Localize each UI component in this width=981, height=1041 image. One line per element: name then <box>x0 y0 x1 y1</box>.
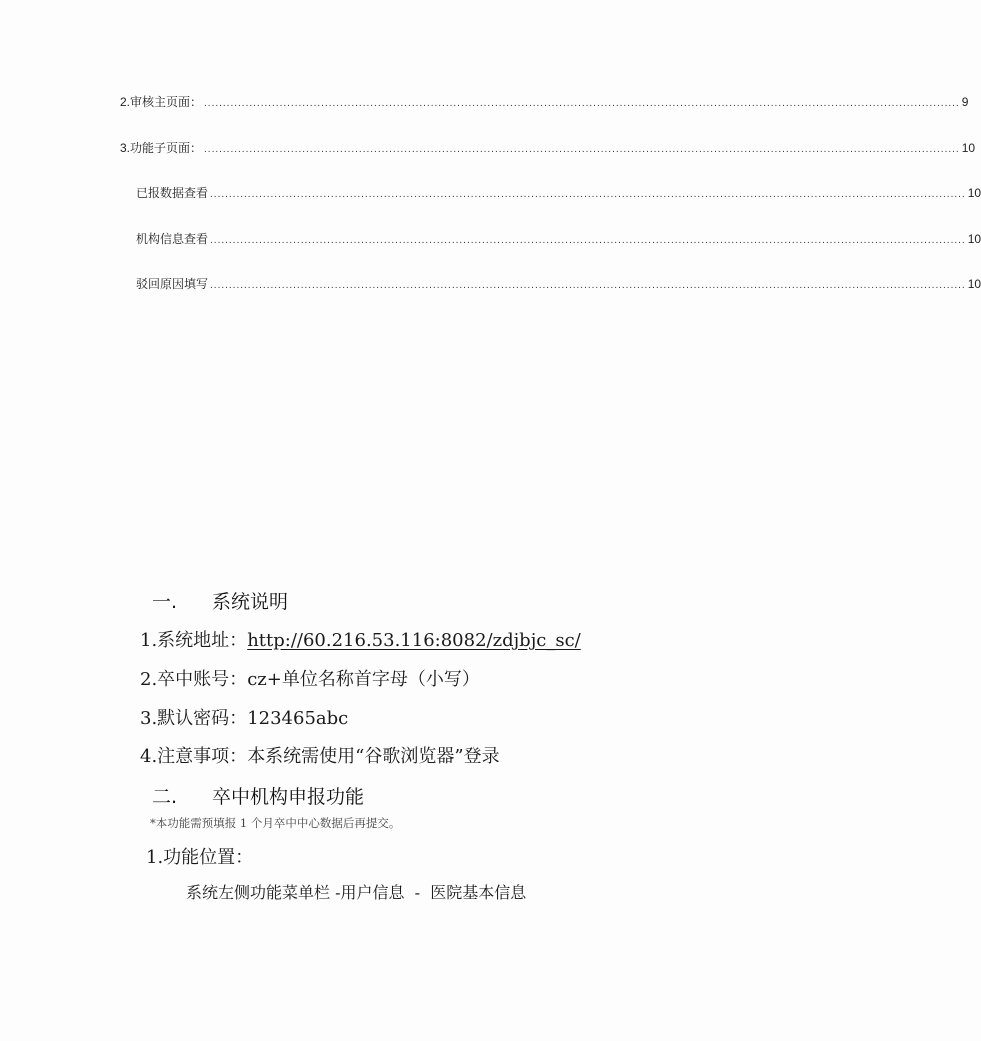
toc-item-label: 3.功能子页面： <box>120 141 203 155</box>
section-2-number: 二. <box>152 786 178 808</box>
toc-item-page: 10 <box>967 232 981 246</box>
section-1-title: 系统说明 <box>212 591 289 613</box>
toc-item-label: 驳回原因填写 <box>136 277 209 291</box>
account-label: 2.卒中账号： <box>140 669 248 690</box>
toc-item-label: 已报数据查看 <box>136 186 209 200</box>
toc-item-page: 10 <box>967 277 981 291</box>
default-password-label: 3.默认密码： <box>140 708 248 729</box>
section-1-heading <box>152 587 288 614</box>
system-address-line <box>140 626 581 652</box>
section-1-number: 一. <box>152 591 178 613</box>
toc-leader-dots: ........................................................................................................................................................................................................ <box>210 189 966 200</box>
function-location-path: 系统左侧功能菜单栏 -用户信息 - 医院基本信息 <box>186 883 527 902</box>
toc-item-page: 10 <box>961 141 976 155</box>
toc-item-page: 9 <box>961 95 969 109</box>
notice-line <box>140 742 500 768</box>
toc-item[interactable] <box>136 275 981 292</box>
section-2-heading <box>152 782 364 809</box>
toc-item-label: 2.审核主页面： <box>120 95 203 109</box>
system-address-label: 1.系统地址： <box>140 630 248 651</box>
notice-value: 本系统需使用“谷歌浏览器”登录 <box>247 746 500 767</box>
account-value: cz+单位名称首字母（小写） <box>247 669 480 690</box>
notice-label: 4.注意事项： <box>140 746 248 767</box>
default-password-value: 123465abc <box>247 708 349 729</box>
toc-leader-dots: ........................................................................................................................................................................................................ <box>210 280 966 291</box>
account-line <box>140 665 480 691</box>
function-location-heading: 1.功能位置： <box>146 847 254 868</box>
toc-leader-dots: ........................................................................................................................................................................................................ <box>204 98 960 109</box>
system-address-link[interactable]: http://60.216.53.116:8082/zdjbjc_sc/ <box>247 630 581 651</box>
toc-leader-dots: ........................................................................................................................................................................................................ <box>210 235 966 246</box>
section-2-title: 卒中机构申报功能 <box>212 786 365 808</box>
toc-item[interactable] <box>120 93 969 110</box>
toc-item-label: 机构信息查看 <box>136 232 209 246</box>
toc-item[interactable] <box>136 184 981 201</box>
toc-item[interactable] <box>120 139 976 156</box>
toc-leader-dots: ........................................................................................................................................................................................................ <box>204 144 960 155</box>
section-2-note: *本功能需预填报 1 个月卒中中心数据后再提交。 <box>150 816 401 830</box>
toc-item[interactable] <box>136 230 981 247</box>
toc-item-page: 10 <box>967 186 981 200</box>
default-password-line <box>140 704 348 730</box>
